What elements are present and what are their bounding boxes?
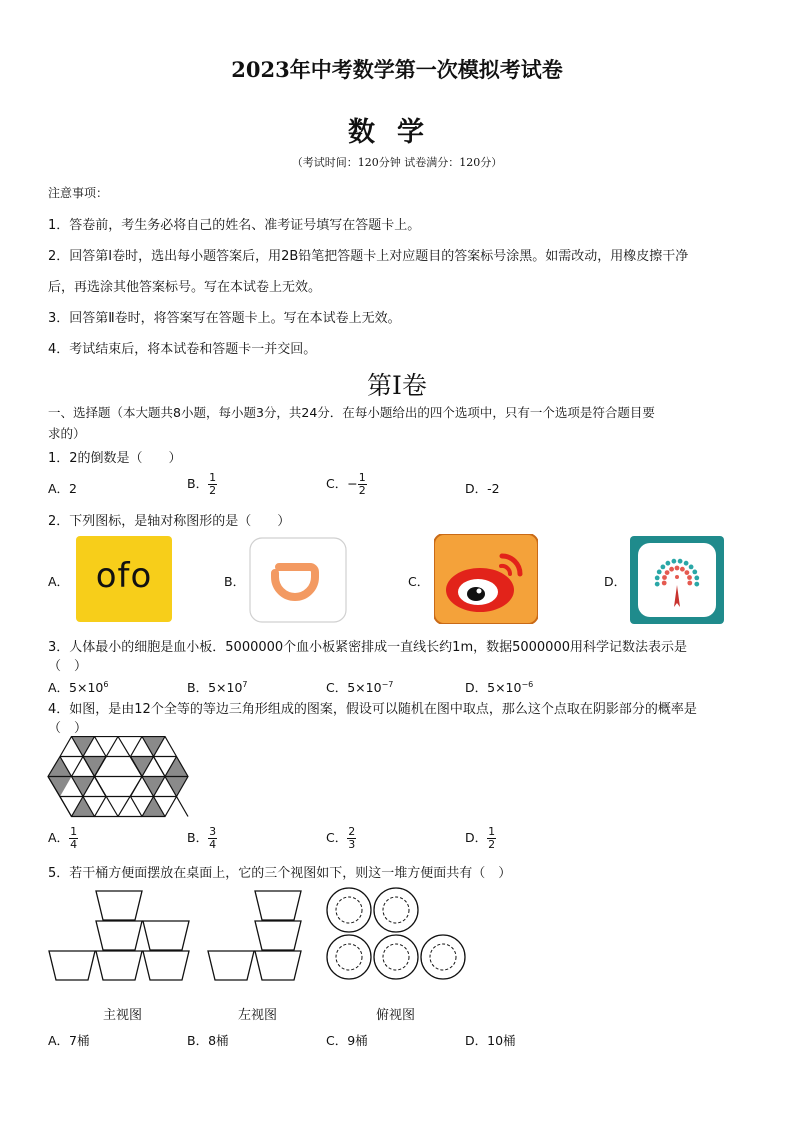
logo-dot — [694, 582, 699, 587]
denominator: 2 — [488, 838, 496, 851]
q2-label-a: A． — [48, 574, 70, 589]
fraction — [347, 826, 356, 851]
numerator: 1 — [488, 825, 496, 838]
option-label: B． — [187, 830, 209, 845]
logo-dot — [675, 566, 680, 571]
subject-title: 数学 — [348, 117, 446, 148]
numerator: 1 — [209, 471, 217, 484]
logo-dot — [687, 575, 692, 580]
section-heading: 一、选择题（本大题共8小题，每小题3分，共24分．在每小题给出的四个选项中，只有一个选项是符合题目要 — [48, 405, 655, 420]
ofo-text: ofo — [95, 556, 153, 596]
option-label: D． — [465, 830, 488, 845]
peacock-logo — [629, 535, 725, 625]
time-info: （考试时间：120分钟 试卷满分：120分） — [291, 156, 503, 169]
logo-dot — [661, 565, 666, 570]
logo-dot — [692, 570, 697, 575]
q5-option-a: A．7桶 — [48, 1033, 90, 1048]
q4-option-c — [326, 826, 356, 851]
part-title: 第Ⅰ卷 — [367, 371, 427, 400]
option-label: C．− — [326, 476, 358, 491]
logo-dot — [666, 561, 671, 566]
note-item: 4．考试结束后，将本试卷和答题卡一并交回。 — [48, 342, 317, 357]
base: C．5×10 — [326, 680, 382, 695]
logo-dot — [669, 567, 674, 572]
numerator: 1 — [70, 825, 78, 838]
q3-stem-cont: （ ） — [48, 659, 88, 674]
q5-stem: 5．若干桶方便面摆放在桌面上，它的三个视图如下，则这一堆方便面共有（ ） — [48, 866, 512, 881]
left-view-figure — [207, 890, 307, 982]
q3-option-b — [187, 678, 248, 696]
exponent: −7 — [381, 679, 394, 689]
q3-stem: 3．人体最小的细胞是血小板．5000000个血小板紧密排成一直线长约1m，数据5000000用科学记数法表示是 — [48, 640, 688, 655]
note-item: 1．答卷前，考生务必将自己的姓名、准考证号填写在答题卡上。 — [48, 218, 421, 233]
base: A．5×10 — [48, 680, 104, 695]
q1-option-a: A．2 — [48, 481, 78, 496]
q4-stem-cont: （ ） — [48, 721, 88, 736]
logo-dot — [689, 565, 694, 570]
q4-option-b — [187, 826, 217, 851]
logo-dot — [665, 570, 670, 575]
denominator: 2 — [209, 484, 217, 497]
ofo-logo — [76, 536, 172, 622]
front-view-caption: 主视图 — [103, 1008, 143, 1023]
q5-option-c: C．9桶 — [326, 1033, 368, 1048]
exam-title: 2023年中考数学第一次模拟考试卷 — [231, 57, 563, 82]
left-view-caption: 左视图 — [238, 1008, 278, 1023]
base: D．5×10 — [465, 680, 522, 695]
base: B．5×10 — [187, 680, 243, 695]
q2-label-b: B． — [224, 574, 246, 589]
q1-option-d: D．-2 — [465, 481, 500, 496]
section-heading-cont: 求的） — [48, 426, 86, 441]
q3-option-c — [326, 678, 393, 696]
notes-heading: 注意事项： — [48, 186, 109, 200]
q3-option-d — [465, 678, 533, 696]
q2-label-d: D． — [604, 574, 627, 589]
q2-label-c: C． — [408, 574, 430, 589]
numerator: 2 — [348, 825, 356, 838]
note-item: 后，再选涂其他答案标号。写在本试卷上无效。 — [48, 280, 322, 295]
q1-option-b — [187, 472, 217, 497]
q3-option-a — [48, 678, 108, 696]
logo-dot — [655, 582, 660, 587]
fraction — [358, 472, 367, 497]
exponent: 7 — [242, 679, 248, 689]
didi-logo — [249, 537, 347, 623]
q4-stem: 4．如图，是由12个全等的等边三角形组成的图案，假设可以随机在图中取点，那么这个点取在阴影部分的概率是 — [48, 702, 697, 717]
option-label: C． — [326, 830, 348, 845]
denominator: 4 — [209, 838, 217, 851]
triangle-pattern-figure — [47, 736, 189, 818]
q4-option-d — [465, 826, 496, 851]
logo-dot — [685, 570, 690, 575]
logo-dot — [684, 561, 689, 566]
logo-dot — [672, 559, 677, 564]
exponent: 6 — [103, 679, 109, 689]
option-label: A． — [48, 830, 70, 845]
fraction — [208, 472, 217, 497]
q5-option-d: D．10桶 — [465, 1033, 516, 1048]
logo-dot — [662, 581, 667, 586]
denominator: 3 — [348, 838, 356, 851]
numerator: 3 — [209, 825, 217, 838]
top-view-caption: 俯视图 — [376, 1008, 416, 1023]
q1-stem: 1．2的倒数是（ ） — [48, 451, 182, 466]
q1-option-c — [326, 472, 367, 497]
note-item: 2．回答第Ⅰ卷时，选出每小题答案后，用2B铅笔把答题卡上对应题目的答案标号涂黑。如需改动，用橡皮擦干净 — [48, 249, 689, 264]
numerator: 1 — [358, 471, 366, 484]
denominator: 2 — [358, 484, 366, 497]
q5-option-b: B．8桶 — [187, 1033, 229, 1048]
front-view-figure — [48, 890, 193, 982]
logo-dot — [678, 559, 683, 564]
note-item: 3．回答第Ⅱ卷时，将答案写在答题卡上。写在本试卷上无效。 — [48, 311, 401, 326]
fraction — [208, 826, 217, 851]
top-view-figure — [325, 886, 470, 982]
denominator: 4 — [70, 838, 78, 851]
exponent: −6 — [521, 679, 534, 689]
logo-dot — [687, 581, 692, 586]
logo-dot — [694, 576, 699, 581]
fraction — [69, 826, 78, 851]
logo-dot — [662, 575, 667, 580]
logo-dot — [680, 567, 685, 572]
option-label: B． — [187, 476, 209, 491]
weibo-logo — [434, 534, 538, 624]
logo-dot — [655, 576, 660, 581]
fraction — [487, 826, 496, 851]
q4-option-a — [48, 826, 78, 851]
logo-dot — [657, 570, 662, 575]
q2-stem: 2．下列图标，是轴对称图形的是（ ） — [48, 514, 291, 529]
